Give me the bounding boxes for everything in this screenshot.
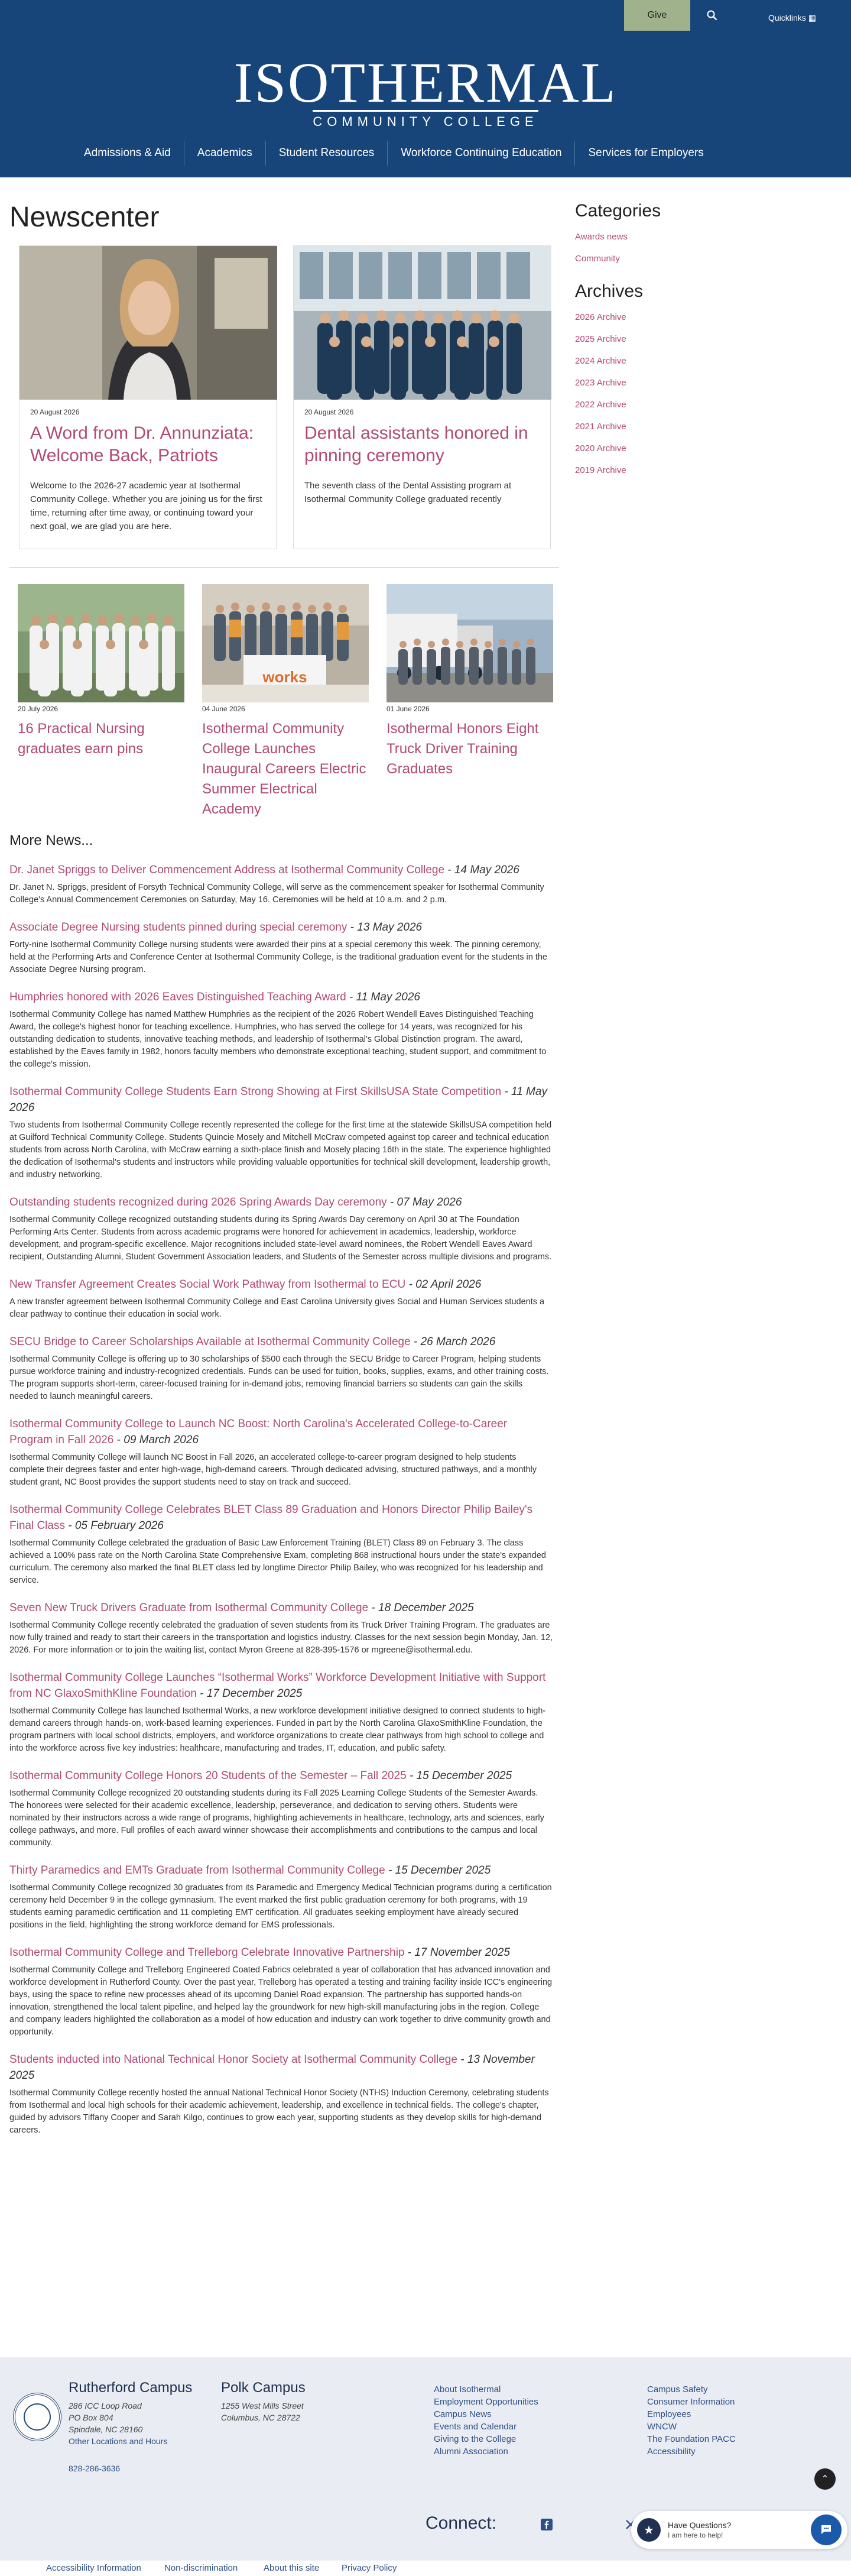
story-title[interactable]: Dental assistants honored in pinning ceremony <box>304 423 528 465</box>
recent-stories <box>18 584 559 819</box>
news-headline <box>9 1862 553 1878</box>
sign-text: works <box>262 668 307 686</box>
archive-2023[interactable]: 2023 Archive <box>575 378 626 388</box>
archive-2024[interactable]: 2024 Archive <box>575 356 626 366</box>
chat-bubble-icon[interactable] <box>811 2515 842 2545</box>
news-summary: Isothermal Community College recently hosted the annual National Technical Honor Society (NTHS) Induction Ceremony, celebrating students from Isothermal and local high schools for their academic achievement, leadership, and excellence in technical fields. The college's chapter, guided by advisors Tiffany Cooper and Sarah Kilgo, continues to grow each year, supporting students as they develop skills for high-demand careers. <box>9 2088 549 2135</box>
news-summary: A new transfer agreement between Isothermal Community College and East Carolina University gives Social and Human Services students a clear pathway to continue their education in social work. <box>9 1297 545 1319</box>
logo-sub-text: COMMUNITY COLLEGE <box>313 110 538 129</box>
story-photo[interactable] <box>20 246 277 400</box>
news-headline <box>9 1416 553 1448</box>
story-date: 01 June 2026 <box>386 705 430 713</box>
category-community[interactable]: Community <box>575 254 620 264</box>
news-summary: Isothermal Community College and Trelleborg Engineered Coated Fabrics celebrated a year of collaboration that has advanced innovation and workforce development in Rutherford County. Over the past year, Trelleborg has operated a testing and training facility inside ICC's engineering bays, using the space to refine new processes ahead of its upcoming Daniel Road expansion. The partnership has supported hands-on innovation, strengthened the local talent pipeline, and helped lay the groundwork for new high-skill manufacturing jobs in the region. College and company leaders highlighted the collaboration as a model of how education and industry can work together to drive community growth and opportunity. <box>9 1965 553 2037</box>
main-content <box>9 177 559 2137</box>
archive-2025[interactable]: 2025 Archive <box>575 334 626 344</box>
college-seal-icon <box>13 2393 61 2441</box>
site-footer <box>0 2357 851 2576</box>
section-divider <box>9 567 559 568</box>
footer-link[interactable]: Campus Safety <box>647 2384 708 2394</box>
story-card[interactable] <box>386 584 553 819</box>
footer-link[interactable]: The Foundation PACC <box>647 2434 736 2444</box>
news-headline <box>9 1768 553 1784</box>
story-photo[interactable] <box>386 584 553 702</box>
chat-avatar-icon: ★ <box>637 2518 661 2542</box>
featured-story-card[interactable] <box>19 245 277 549</box>
footer-link[interactable]: About Isothermal <box>434 2384 501 2394</box>
privacy-policy-link[interactable]: Privacy Policy <box>342 2563 397 2573</box>
news-headline <box>9 1334 553 1350</box>
archives-list <box>575 312 788 475</box>
footer-links-col1 <box>434 2383 538 2458</box>
phone-link[interactable]: 828-286-3636 <box>69 2464 121 2473</box>
news-date: - 11 May 2026 <box>346 991 420 1003</box>
news-item <box>9 1862 553 1932</box>
story-photo[interactable] <box>294 246 551 400</box>
address-line: 286 ICC Loop Road <box>69 2401 142 2410</box>
chat-subtitle: I am here to help! <box>668 2531 723 2539</box>
news-item <box>9 862 553 906</box>
archive-2022[interactable]: 2022 Archive <box>575 400 626 410</box>
footer-link[interactable]: Giving to the College <box>434 2434 517 2444</box>
news-date: - 09 March 2026 <box>113 1434 199 1446</box>
news-date: - 07 May 2026 <box>386 1196 462 1208</box>
news-title-link[interactable]: New Transfer Agreement Creates Social Work Pathway from Isothermal to ECU <box>9 1278 406 1291</box>
news-date: - 26 March 2026 <box>410 1336 496 1348</box>
news-summary: Dr. Janet N. Spriggs, president of Forsyth Technical Community College, will serve as the commencement speaker for Isothermal Community College's Annual Commencement Ceremonies on Saturday, May 16. Ceremonies will be held at 10 a.m. and 2 p.m. <box>9 883 544 905</box>
news-summary: Isothermal Community College recently celebrated the graduation of seven students from its Truck Driver Training Program. The graduates are now fully trained and ready to start their careers in the transportation and logistics industry. Classes for the next session begin Monday, Jan. 12, 2026. For more information or to join the waiting list, contact Myron Greene at 828-395-1576 or mgreene@isothermal.edu. <box>9 1621 553 1655</box>
sidebar <box>575 201 788 487</box>
story-card[interactable] <box>202 584 369 819</box>
nav-student-resources[interactable]: Student Resources <box>278 147 375 159</box>
news-date: - 14 May 2026 <box>444 864 519 876</box>
news-title-link[interactable]: Outstanding students recognized during 2026 Spring Awards Day ceremony <box>9 1196 387 1208</box>
accessibility-info-link[interactable]: Accessibility Information <box>46 2563 141 2573</box>
campus-name: Rutherford Campus <box>69 2380 193 2396</box>
news-summary: Isothermal Community College recognized 20 outstanding students during its Fall 2025 Learning College Students of the Semester Awards. The honorees were selected for their academic excellence, leadership, perseverance, and dedication to serving others. Students were nominated by their instructors across a wide range of programs, highlighting achievements in healthcare, technology, arts and sciences, early college pathways, and more. Full profiles of each award winner showcase their accomplishments and contributions to the campus and local community. <box>9 1788 544 1848</box>
archives-heading: Archives <box>575 281 644 301</box>
news-headline <box>9 1600 553 1616</box>
categories-list <box>575 232 788 264</box>
news-headline <box>9 919 553 935</box>
news-summary: Forty-nine Isothermal Community College nursing students were awarded their pins at a special ceremony this week. The pinning ceremony, held at the Performing Arts and Conference Center at Isothermal Community College, is the traditional graduation event for the students in the Associate Degree Nursing program. <box>9 940 547 974</box>
chat-widget[interactable] <box>631 2511 847 2549</box>
news-title-link[interactable]: Thirty Paramedics and EMTs Graduate from Isothermal Community College <box>9 1864 385 1877</box>
more-news-heading: More News... <box>9 832 93 848</box>
news-date: - 05 February 2026 <box>64 1519 164 1532</box>
news-item <box>9 1670 553 1755</box>
facebook-icon[interactable] <box>540 2518 553 2531</box>
news-date: - 13 November 2025 <box>9 2053 535 2082</box>
news-item <box>9 989 553 1071</box>
polk-campus <box>221 2382 306 2423</box>
story-summary: Welcome to the 2026-27 academic year at Isothermal Community College. Whether you are joining us for the first time, returning after time away, or continuing toward your next goal, we are glad you are here. <box>30 481 262 532</box>
news-summary: Isothermal Community College recognized 30 graduates from its Paramedic and Emergency Medical Technician programs during a certification ceremony held December 9 in the college gymnasium. The event marked the first public graduation ceremony for both programs, with 19 students earning paramedic certification and 11 completing EMT certification. All graduates seeking employment have already secured positions in the field, highlighting the strong workforce demand for EMS professionals. <box>9 1883 552 1930</box>
story-title[interactable]: 16 Practical Nursing graduates earn pins <box>18 721 145 757</box>
news-item <box>9 1416 553 1489</box>
connect-label: Connect: <box>426 2513 497 2533</box>
story-date: 20 August 2026 <box>30 408 80 416</box>
college-logo[interactable] <box>0 51 851 129</box>
news-list <box>9 862 559 2137</box>
nav-admissions[interactable]: Admissions & Aid <box>84 147 171 159</box>
archive-2019[interactable]: 2019 Archive <box>575 465 626 475</box>
news-summary: Isothermal Community College has launched Isothermal Works, a new workforce development initiative designed to connect students to high-demand careers through hands-on, work-based learning experiences. Funded in part by the North Carolina GlaxoSmithKline Foundation, the program partners with local school districts, employers, and workforce organizations to create clear pathways from high school to college and into the workforce across five key industries: healthcare, manufacturing and trades, IT, education, and public safety. <box>9 1706 546 1753</box>
news-title-link[interactable]: SECU Bridge to Career Scholarships Available at Isothermal Community College <box>9 1336 411 1348</box>
address-line: 1255 West Mills Street <box>221 2401 304 2410</box>
news-title-link[interactable]: Seven New Truck Drivers Graduate from Isothermal Community College <box>9 1602 369 1614</box>
news-item <box>9 1194 553 1263</box>
news-title-link[interactable]: Isothermal Community College and Trelleborg Celebrate Innovative Partnership <box>9 1946 405 1959</box>
footer-link[interactable]: Consumer Information <box>647 2397 735 2407</box>
campus-name: Polk Campus <box>221 2380 306 2396</box>
news-item <box>9 1276 553 1321</box>
news-headline <box>9 1670 553 1702</box>
page-title: Newscenter <box>9 202 160 233</box>
story-date: 20 July 2026 <box>18 705 59 713</box>
news-title-link[interactable]: Isothermal Community College to Launch NC Boost: North Carolina's Accelerated College-to-Career Program in Fall 2026 <box>9 1418 508 1446</box>
quicklinks-button[interactable] <box>768 13 816 23</box>
news-item <box>9 1334 553 1403</box>
news-item <box>9 1502 553 1587</box>
news-item <box>9 1945 553 2039</box>
search-icon[interactable] <box>700 7 724 24</box>
quicklinks-label: Quicklinks <box>768 13 806 22</box>
site-header <box>0 0 851 177</box>
news-date: - 15 December 2025 <box>406 1770 512 1782</box>
news-date: - 18 December 2025 <box>368 1602 474 1614</box>
nav-employers[interactable]: Services for Employers <box>588 147 704 159</box>
news-date: - 17 November 2025 <box>404 1946 511 1959</box>
news-headline <box>9 2052 553 2084</box>
news-title-link[interactable]: Associate Degree Nursing students pinned during special ceremony <box>9 921 347 934</box>
news-item <box>9 1768 553 1849</box>
news-headline <box>9 1276 553 1292</box>
footer-link[interactable]: Events and Calendar <box>434 2422 517 2432</box>
news-title-link[interactable]: Isothermal Community College Honors 20 Students of the Semester – Fall 2025 <box>9 1770 407 1782</box>
footer-links-col2 <box>647 2383 736 2458</box>
footer-link[interactable]: Alumni Association <box>434 2447 508 2457</box>
chat-title: Have Questions? <box>668 2520 732 2530</box>
news-date: - 17 December 2025 <box>196 1687 303 1700</box>
grid-icon: ▦ <box>808 13 816 22</box>
news-headline <box>9 1945 553 1961</box>
story-photo[interactable] <box>202 584 369 702</box>
news-headline <box>9 862 553 878</box>
footer-link[interactable]: Accessibility <box>647 2447 696 2457</box>
news-date: - 11 May 2026 <box>9 1086 547 1114</box>
news-item <box>9 1600 553 1657</box>
story-date: 20 August 2026 <box>304 408 354 416</box>
back-to-top-button[interactable]: ⌃ <box>814 2468 836 2490</box>
categories-heading: Categories <box>575 201 661 221</box>
news-item <box>9 1084 553 1181</box>
news-title-link[interactable]: Isothermal Community College Students Earn Strong Showing at First SkillsUSA State Competition <box>9 1086 502 1098</box>
non-discrimination-link[interactable]: Non-discrimination <box>164 2563 238 2573</box>
news-summary: Isothermal Community College is offering up to 30 scholarships of $500 each through the SECU Bridge to Career Program, helping students pursue workforce training and industry-recognized credentials. Funds can be used for tuition, books, supplies, exams, and other training costs. The program supports short-term, career-focused training for in-demand jobs, removing financial barriers so students can gain the skills needed to launch meaningful careers. <box>9 1355 549 1401</box>
category-awards-news[interactable]: Awards news <box>575 232 628 242</box>
story-title[interactable]: Isothermal Honors Eight Truck Driver Training Graduates <box>386 721 539 777</box>
featured-stories <box>19 245 559 549</box>
archive-2020[interactable]: 2020 Archive <box>575 443 626 453</box>
footer-link[interactable]: Employment Opportunities <box>434 2397 538 2407</box>
archive-2021[interactable]: 2021 Archive <box>575 422 626 432</box>
story-date: 04 June 2026 <box>202 705 245 713</box>
featured-story-card[interactable] <box>293 245 551 549</box>
footer-link[interactable]: Employees <box>647 2409 691 2419</box>
archive-2026[interactable]: 2026 Archive <box>575 312 626 322</box>
address-line: PO Box 804 <box>69 2413 113 2422</box>
news-summary: Two students from Isothermal Community College recently represented the college for the first time at the statewide SkillsUSA competition held at Guilford Technical Community College. Students Quincie Mosely and Mitchell McCraw competed against top career and technical education students from across North Carolina, with McCraw earning a sixth-place finish and Mosely placing 16th in the state. The experience highlighted the dedication of Isothermal's students and instructors while providing valuable opportunities for technical skill development, leadership growth, and industry networking. <box>9 1120 552 1180</box>
news-summary: Isothermal Community College will launch NC Boost in Fall 2026, an accelerated college-to-career program designed to help students complete their degrees faster and enter high-wage, high-demand careers. Through dedicated advising, structured pathways, and a monthly student grant, NC Boost provides the support students need to stay on track and succeed. <box>9 1453 537 1487</box>
logo-main-text: ISOTHERMAL <box>233 51 618 114</box>
story-title[interactable]: Isothermal Community College Launches Inaugural Careers Electric Summer Electrical Academy <box>202 721 366 817</box>
main-nav <box>71 140 816 167</box>
nav-workforce[interactable]: Workforce Continuing Education <box>401 147 562 159</box>
news-item <box>9 2052 553 2137</box>
news-summary: Isothermal Community College has named Matthew Humphries as the recipient of the 2026 Robert Wendell Eaves Distinguished Teaching Award, the college's highest honor for teaching excellence. Humphries, who has served the college for 14 years, was recognized for his outstanding dedication to students, innovative teaching methods, and leadership of Isothermal's Global Distinction program. The award, established by the Eaves family in 1982, honors faculty members who demonstrate exceptional teaching, student support, and commitment to the college's mission. <box>9 1010 547 1069</box>
bottom-bar <box>0 2561 851 2576</box>
news-item <box>9 919 553 976</box>
story-card[interactable] <box>18 584 184 819</box>
news-summary: Isothermal Community College celebrated the graduation of Basic Law Enforcement Training (BLET) Class 89 on February 3. The class achieved a 100% pass rate on the North Carolina State Comprehensive Exam, completing 868 instructional hours under the state's expanded curriculum. The ceremony also marked the final BLET class led by longtime Director Philip Bailey, who was recognized for his leadership and service. <box>9 1538 546 1585</box>
footer-link[interactable]: Campus News <box>434 2409 492 2419</box>
news-summary: Isothermal Community College recognized outstanding students during its Spring Awards Day ceremony on April 30 at The Foundation Performing Arts Center. Students from across academic programs were honored for achievement in academics, leadership, workforce development, and program-specific excellence. Major recognitions included state-level award nominees, the Robert Wendell Eaves Award recipient, Outstanding Alumni, Student Government Association leaders, and Students of the Semester across multiple divisions and programs. <box>9 1215 552 1262</box>
story-title[interactable]: A Word from Dr. Annunziata: Welcome Back, Patriots <box>30 423 254 465</box>
news-title-link[interactable]: Humphries honored with 2026 Eaves Distinguished Teaching Award <box>9 991 346 1003</box>
news-date: - 15 December 2025 <box>385 1864 491 1877</box>
news-title-link[interactable]: Dr. Janet Spriggs to Deliver Commencement Address at Isothermal Community College <box>9 864 445 876</box>
address-line: Spindale, NC 28160 <box>69 2425 143 2434</box>
nav-academics[interactable]: Academics <box>197 147 252 159</box>
about-site-link[interactable]: About this site <box>264 2563 320 2573</box>
news-date: - 13 May 2026 <box>347 921 423 934</box>
news-title-link[interactable]: Students inducted into National Technical Honor Society at Isothermal Community College <box>9 2053 457 2066</box>
news-title-link[interactable]: Isothermal Community College Celebrates BLET Class 89 Graduation and Honors Director Philip Bailey's Final Class <box>9 1504 533 1532</box>
news-date: - 02 April 2026 <box>405 1278 482 1291</box>
news-headline <box>9 989 553 1005</box>
rutherford-campus <box>69 2382 192 2474</box>
footer-link[interactable]: WNCW <box>647 2422 677 2432</box>
news-headline <box>9 1084 553 1116</box>
news-title-link[interactable]: Isothermal Community College Launches “Isothermal Works” Workforce Development Initiative with Support from NC GlaxoSmithKline Foundation <box>9 1671 546 1700</box>
story-summary: The seventh class of the Dental Assisting program at Isothermal Community College graduated recently <box>304 481 512 504</box>
news-headline <box>9 1502 553 1534</box>
other-locations-link[interactable]: Other Locations and Hours <box>69 2436 168 2446</box>
news-headline <box>9 1194 553 1210</box>
address-line: Columbus, NC 28722 <box>221 2413 300 2422</box>
give-button[interactable]: Give <box>624 0 690 31</box>
story-photo[interactable] <box>18 584 184 702</box>
